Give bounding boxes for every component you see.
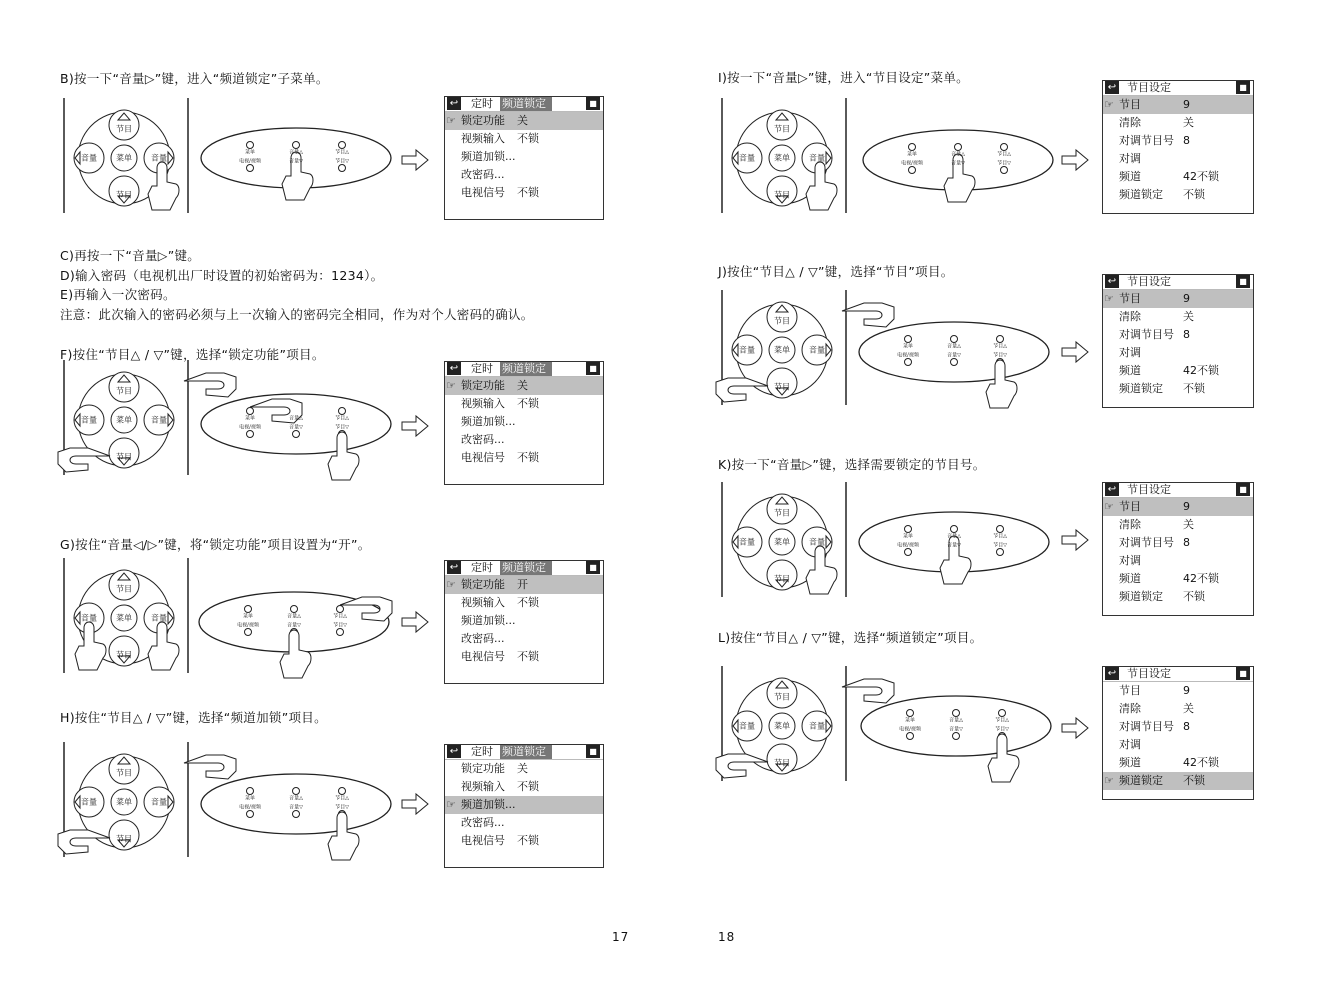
keypad-label-down: 节目 <box>774 574 790 584</box>
note: 注意：此次输入的密码必须与上一次输入的密码完全相同，作为对个人密码的确认。 <box>60 307 534 322</box>
hand-pointer-icon: ☞ <box>1104 292 1114 305</box>
menu-row: 改密码... <box>461 433 505 446</box>
panel-label-d: 节目△ <box>993 533 1007 540</box>
step-g: G)按住“音量◁/▷”键，将“锁定功能”项目设置为“开”。 <box>60 537 371 552</box>
keypad-label-left: 音量 <box>739 345 755 355</box>
return-icon: ↩ <box>447 561 461 574</box>
menu-row: 对调 <box>1119 152 1141 165</box>
step-b: B)按一下“音量▷”键，进入“频道锁定”子菜单。 <box>60 71 329 86</box>
return-icon: ↩ <box>447 362 461 375</box>
step-c: C)再按一下“音量▷”键。 <box>60 248 201 263</box>
menu-row: 改密码... <box>461 168 505 181</box>
menu-row: ☞ 频道锁定 不锁 <box>1103 772 1253 790</box>
hand-pointer-icon: ☞ <box>446 379 456 392</box>
panel-label-e: 节目▽ <box>993 352 1007 359</box>
panel-label-c: 音量▽ <box>289 804 303 811</box>
keypad-label-left: 音量 <box>739 537 755 547</box>
panel-label-d: 节目△ <box>333 613 347 620</box>
return-icon: ↩ <box>1105 81 1119 94</box>
step-h: H)按住“节目△ / ▽”键，选择“频道加锁”项目。 <box>60 710 327 725</box>
keypad-label-right: 音量 <box>809 345 825 355</box>
panel-label-f: 音量△ <box>287 613 301 620</box>
lock-icon: ■ <box>1236 483 1250 496</box>
panel-label-b: 电视/视频 <box>897 542 919 549</box>
hand-pointer-icon: ☞ <box>1104 500 1114 513</box>
lock-menu-h: ↩ 定时 频道锁定 ■ 锁定功能 关 视频输入 不锁 ☞ 频道加锁... 改密码... 电视信号 不锁 <box>444 744 604 868</box>
lock-icon: ■ <box>1236 275 1250 288</box>
keypad-label-down: 节目 <box>116 650 132 660</box>
return-icon: ↩ <box>447 97 461 110</box>
keypad-label-center: 菜单 <box>116 415 132 425</box>
menu-row: 视频输入 不锁 <box>461 397 539 410</box>
lock-icon: ■ <box>586 745 600 758</box>
panel-label-c: 音量▽ <box>951 160 965 167</box>
keypad-label-center: 菜单 <box>116 153 132 163</box>
panel-label-b: 电视/视频 <box>897 352 919 359</box>
step-i: I)按一下“音量▷”键，进入“节目设定”菜单。 <box>718 70 969 85</box>
prog-menu-l: ↩ 节目设定 ■ 节目 9 清除 关 对调节目号 8 对调 频道 42不锁 ☞ 频道锁定 不锁 <box>1102 666 1254 800</box>
menu-row: 清除 关 <box>1119 518 1194 531</box>
lock-menu-g: ↩ 定时 频道锁定 ■ ☞ 锁定功能 开 视频输入 不锁 频道加锁... 改密码... 电视信号 不锁 <box>444 560 604 684</box>
panel-label-c: 音量▽ <box>289 424 303 431</box>
panel-label-a: 菜单 <box>244 149 256 156</box>
panel-label-a: 菜单 <box>902 343 914 350</box>
hand-pointer-icon: ☞ <box>446 578 456 591</box>
panel-label-d: 节目△ <box>993 343 1007 350</box>
panel-label-e: 节目▽ <box>995 726 1009 733</box>
menu-row: 清除 关 <box>1119 310 1194 323</box>
menu-row: 频道加锁... <box>461 415 516 428</box>
panel-label-e: 节目▽ <box>335 424 349 431</box>
keypad-label-right: 音量 <box>151 613 167 623</box>
panel-label-a: 菜单 <box>906 151 918 158</box>
menu-row: ☞ 锁定功能 开 <box>445 576 603 594</box>
keypad-label-right: 音量 <box>151 153 167 163</box>
keypad-label-left: 音量 <box>81 797 97 807</box>
panel-label-c: 音量▽ <box>947 542 961 549</box>
panel-label-f: 音量△ <box>949 717 963 724</box>
keypad-label-right: 音量 <box>809 153 825 163</box>
panel-label-a: 菜单 <box>244 795 256 802</box>
panel-label-d: 节目△ <box>995 717 1009 724</box>
menu-row: 对调 <box>1119 554 1141 567</box>
panel-label-e: 节目▽ <box>335 158 349 165</box>
keypad-label-left: 音量 <box>81 613 97 623</box>
panel-label-e: 节目▽ <box>993 542 1007 549</box>
lock-menu-f: ↩ 定时 频道锁定 ■ ☞ 锁定功能 关 视频输入 不锁 频道加锁... 改密码... 电视信号 不锁 <box>444 361 604 485</box>
panel-label-d: 节目△ <box>335 795 349 802</box>
menu-row: 对调节目号 8 <box>1119 536 1190 549</box>
menu-row: 频道 42不锁 <box>1119 364 1219 377</box>
step-k: K)按一下“音量▷”键，选择需要锁定的节目号。 <box>718 457 986 472</box>
menu-row: 频道锁定 不锁 <box>1119 590 1205 603</box>
panel-label-b: 电视/视频 <box>237 622 259 629</box>
keypad-label-right: 音量 <box>151 797 167 807</box>
return-icon: ↩ <box>1105 275 1119 288</box>
menu-row: 视频输入 不锁 <box>461 780 539 793</box>
panel-label-d: 节目△ <box>335 149 349 156</box>
lock-menu-b: ↩ 定时 频道锁定 ■ ☞ 锁定功能 关 视频输入 不锁 频道加锁... 改密码... 电视信号 不锁 <box>444 96 604 220</box>
panel-label-c: 音量▽ <box>947 352 961 359</box>
keypad-label-up: 节目 <box>774 316 790 326</box>
menu-row: 频道加锁... <box>461 150 516 163</box>
panel-label-c: 音量▽ <box>949 726 963 733</box>
panel-label-e: 节目▽ <box>997 160 1011 167</box>
keypad-label-down: 节目 <box>774 190 790 200</box>
keypad-label-down: 节目 <box>774 758 790 768</box>
keypad-label-down: 节目 <box>774 382 790 392</box>
panel-label-f: 音量△ <box>947 533 961 540</box>
lock-icon: ■ <box>586 362 600 375</box>
keypad-label-up: 节目 <box>116 768 132 778</box>
keypad-label-center: 菜单 <box>116 613 132 623</box>
panel-label-f: 音量△ <box>289 415 303 422</box>
keypad-label-center: 菜单 <box>774 537 790 547</box>
page-number-18: 18 <box>718 930 736 944</box>
panel-label-b: 电视/视频 <box>899 726 921 733</box>
keypad-label-left: 音量 <box>739 721 755 731</box>
keypad-label-up: 节目 <box>116 386 132 396</box>
menu-row: 改密码... <box>461 632 505 645</box>
hand-pointer-icon: ☞ <box>1104 774 1114 787</box>
hand-pointer-icon: ☞ <box>1104 98 1114 111</box>
lock-icon: ■ <box>586 561 600 574</box>
menu-row: 对调 <box>1119 738 1141 751</box>
step-e: E)再输入一次密码。 <box>60 287 176 302</box>
keypad-label-left: 音量 <box>81 153 97 163</box>
menu-row: 频道加锁... <box>461 614 516 627</box>
panel-label-f: 音量△ <box>289 795 303 802</box>
menu-row: 对调 <box>1119 346 1141 359</box>
menu-row: ☞ 锁定功能 关 <box>445 112 603 130</box>
lock-icon: ■ <box>1236 81 1250 94</box>
menu-row: 电视信号 不锁 <box>461 451 539 464</box>
keypad-label-left: 音量 <box>739 153 755 163</box>
keypad-label-up: 节目 <box>774 692 790 702</box>
menu-row: 视频输入 不锁 <box>461 596 539 609</box>
panel-label-b: 电视/视频 <box>239 424 261 431</box>
menu-row: 频道 42不锁 <box>1119 572 1219 585</box>
return-icon: ↩ <box>1105 667 1119 680</box>
keypad-label-up: 节目 <box>774 124 790 134</box>
menu-row: 视频输入 不锁 <box>461 132 539 145</box>
keypad-label-right: 音量 <box>809 721 825 731</box>
panel-label-b: 电视/视频 <box>239 804 261 811</box>
keypad-label-center: 菜单 <box>774 721 790 731</box>
lock-icon: ■ <box>1236 667 1250 680</box>
menu-row: 频道锁定 不锁 <box>1119 188 1205 201</box>
step-l: L)按住“节目△ / ▽”键，选择“频道锁定”项目。 <box>718 630 983 645</box>
return-icon: ↩ <box>1105 483 1119 496</box>
menu-row: 锁定功能 关 <box>461 762 528 775</box>
panel-label-d: 节目△ <box>335 415 349 422</box>
panel-label-f: 音量△ <box>951 151 965 158</box>
panel-label-f: 音量△ <box>947 343 961 350</box>
menu-row: 电视信号 不锁 <box>461 186 539 199</box>
menu-row: ☞ 节目 9 <box>1103 96 1253 114</box>
prog-menu-j: ↩ 节目设定 ■ ☞ 节目 9 清除 关 对调节目号 8 对调 频道 42不锁 频道锁定 不锁 <box>1102 274 1254 408</box>
menu-row: 改密码... <box>461 816 505 829</box>
menu-row: ☞ 节目 9 <box>1103 290 1253 308</box>
panel-label-c: 音量▽ <box>287 622 301 629</box>
menu-row: 对调节目号 8 <box>1119 720 1190 733</box>
panel-label-a: 菜单 <box>244 415 256 422</box>
panel-label-a: 菜单 <box>904 717 916 724</box>
step-j: J)按住“节目△ / ▽”键，选择“节目”项目。 <box>718 264 954 279</box>
menu-row: 频道 42不锁 <box>1119 170 1219 183</box>
menu-row: 对调节目号 8 <box>1119 328 1190 341</box>
page-number-17: 17 <box>612 930 630 944</box>
prog-menu-k: ↩ 节目设定 ■ ☞ 节目 9 清除 关 对调节目号 8 对调 频道 42不锁 频道锁定 不锁 <box>1102 482 1254 616</box>
panel-label-e: 节目▽ <box>333 622 347 629</box>
menu-row: 频道 42不锁 <box>1119 756 1219 769</box>
keypad-label-center: 菜单 <box>774 153 790 163</box>
keypad-label-left: 音量 <box>81 415 97 425</box>
keypad-label-up: 节目 <box>116 124 132 134</box>
menu-row: 清除 关 <box>1119 116 1194 129</box>
panel-label-b: 电视/视频 <box>239 158 261 165</box>
panel-label-a: 菜单 <box>902 533 914 540</box>
keypad-label-right: 音量 <box>151 415 167 425</box>
keypad-label-down: 节目 <box>116 834 132 844</box>
keypad-label-up: 节目 <box>774 508 790 518</box>
panel-label-a: 菜单 <box>242 613 254 620</box>
keypad-label-center: 菜单 <box>774 345 790 355</box>
panel-label-d: 节目△ <box>997 151 1011 158</box>
keypad-label-up: 节目 <box>116 584 132 594</box>
hand-pointer-icon: ☞ <box>446 114 456 127</box>
menu-row: 电视信号 不锁 <box>461 834 539 847</box>
keypad-label-down: 节目 <box>116 452 132 462</box>
hand-pointer-icon: ☞ <box>446 798 456 811</box>
menu-row: ☞ 频道加锁... <box>445 796 603 814</box>
keypad-label-right: 音量 <box>809 537 825 547</box>
menu-row: 频道锁定 不锁 <box>1119 382 1205 395</box>
panel-label-b: 电视/视频 <box>901 160 923 167</box>
keypad-label-down: 节目 <box>116 190 132 200</box>
panel-label-c: 音量▽ <box>289 158 303 165</box>
menu-row: ☞ 节目 9 <box>1103 498 1253 516</box>
return-icon: ↩ <box>447 745 461 758</box>
prog-menu-i: ↩ 节目设定 ■ ☞ 节目 9 清除 关 对调节目号 8 对调 频道 42不锁 频道锁定 不锁 <box>1102 80 1254 214</box>
lock-icon: ■ <box>586 97 600 110</box>
step-d: D)输入密码（电视机出厂时设置的初始密码为：1234）。 <box>60 268 384 283</box>
panel-label-f: 音量△ <box>289 149 303 156</box>
panel-label-e: 节目▽ <box>335 804 349 811</box>
menu-row: 清除 关 <box>1119 702 1194 715</box>
menu-row: 电视信号 不锁 <box>461 650 539 663</box>
menu-row: 对调节目号 8 <box>1119 134 1190 147</box>
step-f: F)按住“节目△ / ▽”键，选择“锁定功能”项目。 <box>60 347 325 362</box>
keypad-label-center: 菜单 <box>116 797 132 807</box>
menu-row: ☞ 锁定功能 关 <box>445 377 603 395</box>
menu-row: 节目 9 <box>1119 684 1190 697</box>
